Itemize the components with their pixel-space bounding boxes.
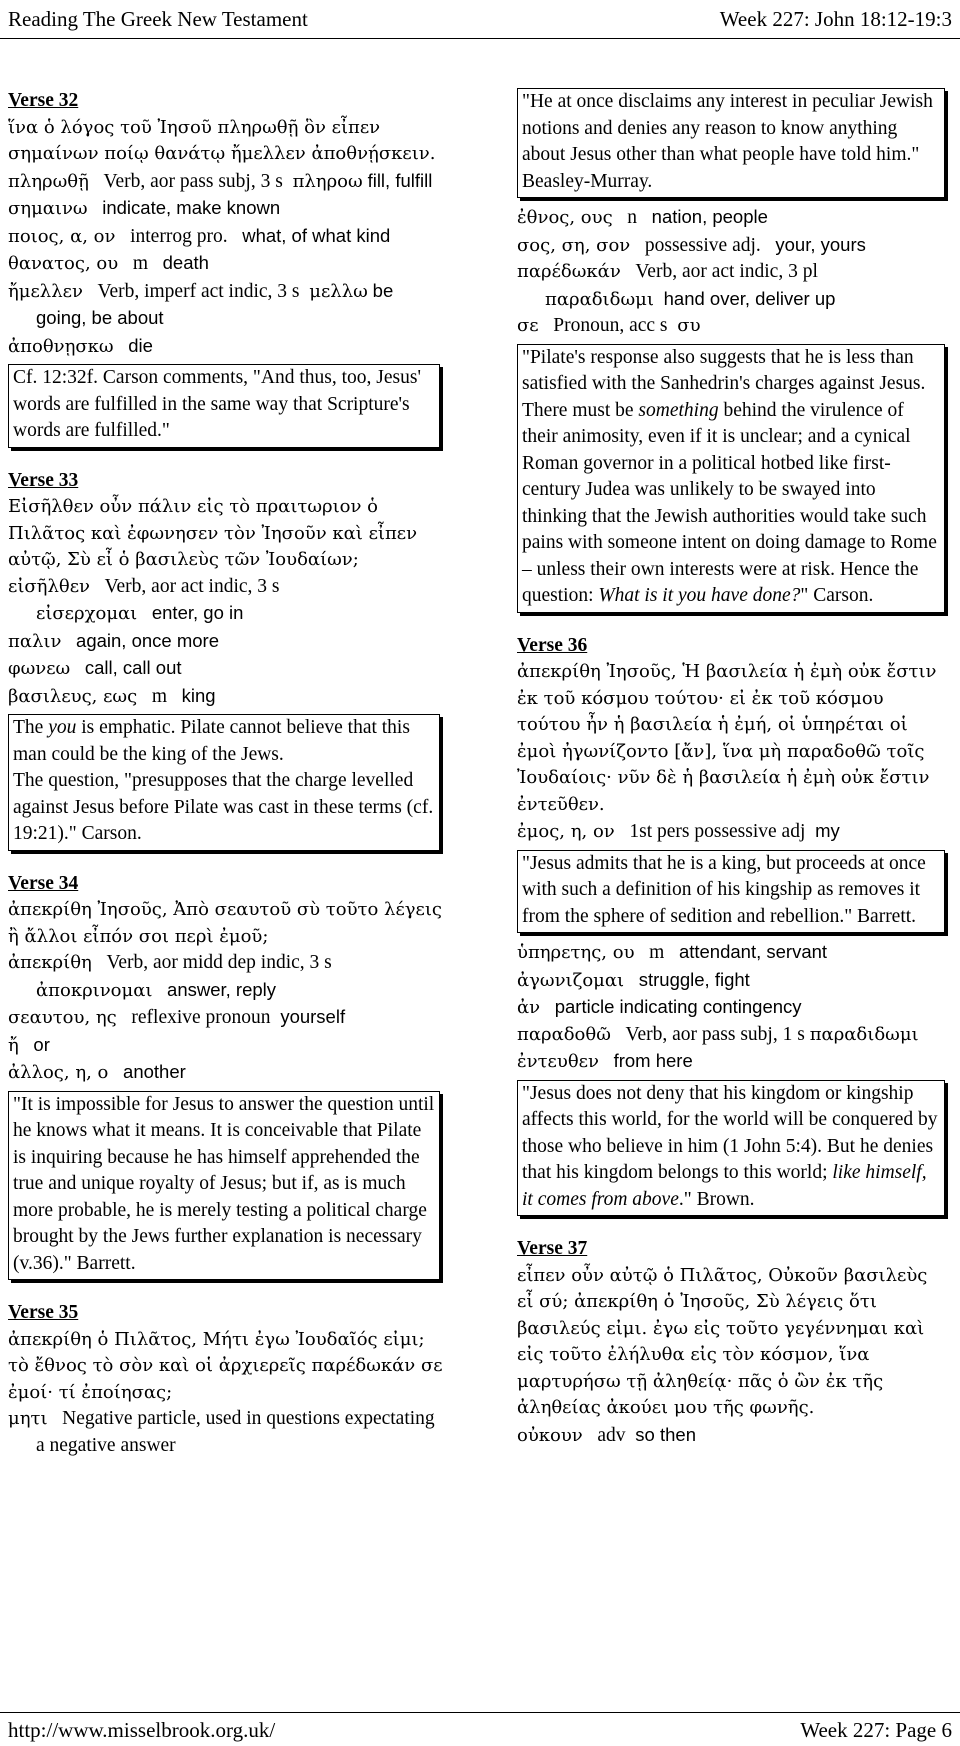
verse-36-note: "Jesus admits that he is a king, but proceeds at once with such a definition of his kingship as removes it from the sphere of sedition and rebellion." Barrett. (517, 850, 945, 934)
verse-32-note: Cf. 12:32f. Carson comments, "And thus, too, Jesus' words are fulfilled in the same way that Scripture's words are fulfilled." (8, 364, 440, 448)
verse-34-text: ἀπεκρίθη Ἰησοῦς, Ἀπὸ σεαυτοῦ σὺ τοῦτο λέγεις ἢ ἄλλοι εἶπόν σοι περὶ ἐμοῦ; (8, 899, 443, 947)
verse-36-heading: Verse 36 (517, 634, 588, 656)
header-week: Week 227: John 18:12-19:3 (719, 6, 952, 31)
footer-page-number: Week 227: Page 6 (800, 1717, 952, 1742)
vocab-entry: οὐκουν adv so then (517, 1423, 696, 1446)
verse-35-text: ἀπεκρίθη ὁ Πιλᾶτος, Μήτι ἐγω Ἰουδαῖός εἰμι; τὸ ἔθνος τὸ σὸν καὶ οἱ ἀρχιερεῖς παρέδωκάν σε ἐμοί· τί ἐποίησας; (8, 1328, 443, 1403)
vocab-entry: ἀποθνῃσκω die (8, 334, 153, 357)
verse-33-note-line2: The question, "presupposes that the charge levelled against Jesus before Pilate was cast in these terms (cf. 19:21)." Carson. (13, 770, 434, 844)
vocab-entry: ἐθνος, ους n nation, people (517, 206, 768, 228)
verse-37-heading: Verse 37 (517, 1238, 588, 1259)
verse-34-vocab (8, 950, 444, 1087)
right-column (517, 88, 949, 1449)
vocab-entry: ἀπεκρίθη Verb, aor midd dep indic, 3 s ἀποκρινομαι answer, reply (8, 952, 332, 1001)
verse-32-vocab (8, 168, 444, 361)
vocab-entry: πληρωθῇ Verb, aor pass subj, 3 s πληροω fill, fulfill (8, 169, 433, 192)
footer-url-link[interactable]: http://www.misselbrook.org.uk/ (8, 1717, 276, 1742)
vocab-entry: ἤ or (8, 1033, 50, 1056)
verse-33-heading: Verse 33 (8, 469, 79, 491)
verse-36-text: ἀπεκρίθη Ἰησοῦς, Ἡ βασιλεία ἡ ἐμὴ οὐκ ἔστιν ἐκ τοῦ κόσμου τούτου· εἰ ἐκ τοῦ κόσμου τούτου ἦν ἡ βασιλεία ἡ ἐμή, οἱ ὑπηρέται οἱ ἐμοὶ ἠγωνίζοντο [ἄν], ἵνα μὴ παραδοθῶ τοῖς Ἰουδαίοις· νῦν δὲ ἡ βασιλεία ἡ ἐμὴ οὐκ ἔστιν ἐντεῦθεν. (517, 661, 937, 815)
verse-35-note-2: "Pilate's response also suggests that he is less than satisfied with the Sanhedrin's charges against Jesus. There must be something behind the virulence of their animosity, even if it is unclear; and a cynical Roman governor in a political hotbed like first-century Judea was unlikely to be swayed into thinking that the Jewish authorities would take such pains with someone intent on doing damage to Rome – unless their own interests were at risk. Hence the question: What is it you have done?" Carson. (517, 344, 945, 613)
verse-33-vocab (8, 574, 444, 711)
verse-32-heading: Verse 32 (8, 90, 79, 111)
verse-36-vocab (517, 939, 949, 1076)
verse-37-text: εἶπεν οὖν αὐτῷ ὁ Πιλᾶτος, Οὐκοῦν βασιλεὺς εἶ σύ; ἀπεκρίθη ὁ Ἰησοῦς, Σὺ λέγεις ὅτι βασιλεύς εἰμι. ἐγω εἰς τοῦτο γεγέννημαι καὶ εἰς τοῦτο ἐλήλυθα εἰς τὸν κόσμον, ἵνα μαρτυρήσω τῇ ἀληθείᾳ· πᾶς ὁ ὢν ἐκ τῆς ἀληθείας ἀκούει μου τῆς φωνῆς. (517, 1264, 928, 1418)
vocab-entry: παλιν again, once more (8, 629, 219, 652)
page-header (8, 6, 952, 32)
vocab-entry: ποιος, α, ον interrog pro. what, of what kind (8, 224, 391, 247)
verse-35-note: "He at once disclaims any interest in peculiar Jewish notions and denies any reason to know anything about Jesus other than what people have told him." Beasley-Murray. (517, 88, 945, 198)
vocab-entry: ἐντευθεν from here (517, 1050, 693, 1072)
vocab-entry: εἰσῆλθεν Verb, aor act indic, 3 s εἰσερχομαι enter, go in (8, 575, 280, 624)
vocab-entry: φωνεω call, call out (8, 657, 182, 679)
vocab-entry: ἀν particle indicating contingency (517, 996, 802, 1018)
vocab-entry: θανατος, ου m death (8, 252, 209, 274)
verse-33-note (8, 714, 440, 851)
vocab-entry: ὑπηρετης, ου m attendant, servant (517, 941, 828, 963)
vocab-entry: σε Pronoun, acc s συ (517, 315, 701, 336)
footer-rule (0, 1712, 960, 1713)
verse-35-vocab (517, 204, 949, 340)
verse-34-note: "It is impossible for Jesus to answer the question until he knows what it means. It is conceivable that Pilate is inquiring because he has himself apprehended the true and unique royalty of Jesus; but if, as is much more probable, he is merely testing a political charge brought by the Jews further explanation is necessary (v.36)." Barrett. (8, 1091, 440, 1281)
vocab-entry: ἐμος, η, ον 1st pers possessive adj my (517, 820, 840, 842)
header-title: Reading The Greek New Testament (8, 6, 308, 31)
vocab-entry: ἀγωνιζομαι struggle, fight (517, 968, 750, 991)
vocab-entry: σεαυτου, ης reflexive pronoun yourself (8, 1006, 346, 1028)
verse-33-note-line1: The you is emphatic. Pilate cannot believe that this man could be the king of the Jews. (13, 717, 410, 765)
header-rule (0, 38, 960, 39)
verse-34-heading: Verse 34 (8, 872, 79, 894)
vocab-entry: παραδοθῶ Verb, aor pass subj, 1 s παραδιδωμι (517, 1023, 919, 1045)
vocab-entry: παρέδωκάν Verb, aor act indic, 3 pl παραδιδωμι hand over, deliver up (517, 261, 836, 310)
vocab-entry: μητι Negative particle, used in questions expectating a negative answer (8, 1408, 435, 1456)
verse-33-text: Εἰσῆλθεν οὖν πάλιν εἰς τὸ πραιτωριον ὁ Πιλᾶτος καὶ ἐφωνησεν τὸν Ἰησοῦν καὶ εἶπεν αὐτῷ, Σὺ εἶ ὁ βασιλεὺς τῶν Ἰουδαίων; (8, 496, 418, 570)
left-column (8, 88, 444, 1459)
vocab-entry: βασιλευς, εως m king (8, 684, 216, 707)
verse-32-text: ἵνα ὁ λόγος τοῦ Ἰησοῦ πληρωθῇ ὃν εἶπεν σημαίνων ποίῳ θανάτῳ ἤμελλεν ἀποθνῄσκειν. (8, 116, 436, 164)
verse-35-heading: Verse 35 (8, 1302, 79, 1323)
page-footer (8, 1718, 952, 1742)
vocab-entry: σος, ση, σον possessive adj. your, yours (517, 233, 866, 256)
vocab-entry: σημαινω indicate, make known (8, 197, 281, 219)
vocab-entry: ἤμελλεν Verb, imperf act indic, 3 s μελλω be going, be about (8, 279, 394, 328)
verse-36-note-2: "Jesus does not deny that his kingdom or kingship affects this world, for the world will be conquered by those who believe in him (1 John 5:4). But he denies that his kingdom belongs to this world; like himself, it comes from above." Brown. (517, 1080, 945, 1217)
vocab-entry: ἀλλος, η, ο another (8, 1061, 186, 1083)
